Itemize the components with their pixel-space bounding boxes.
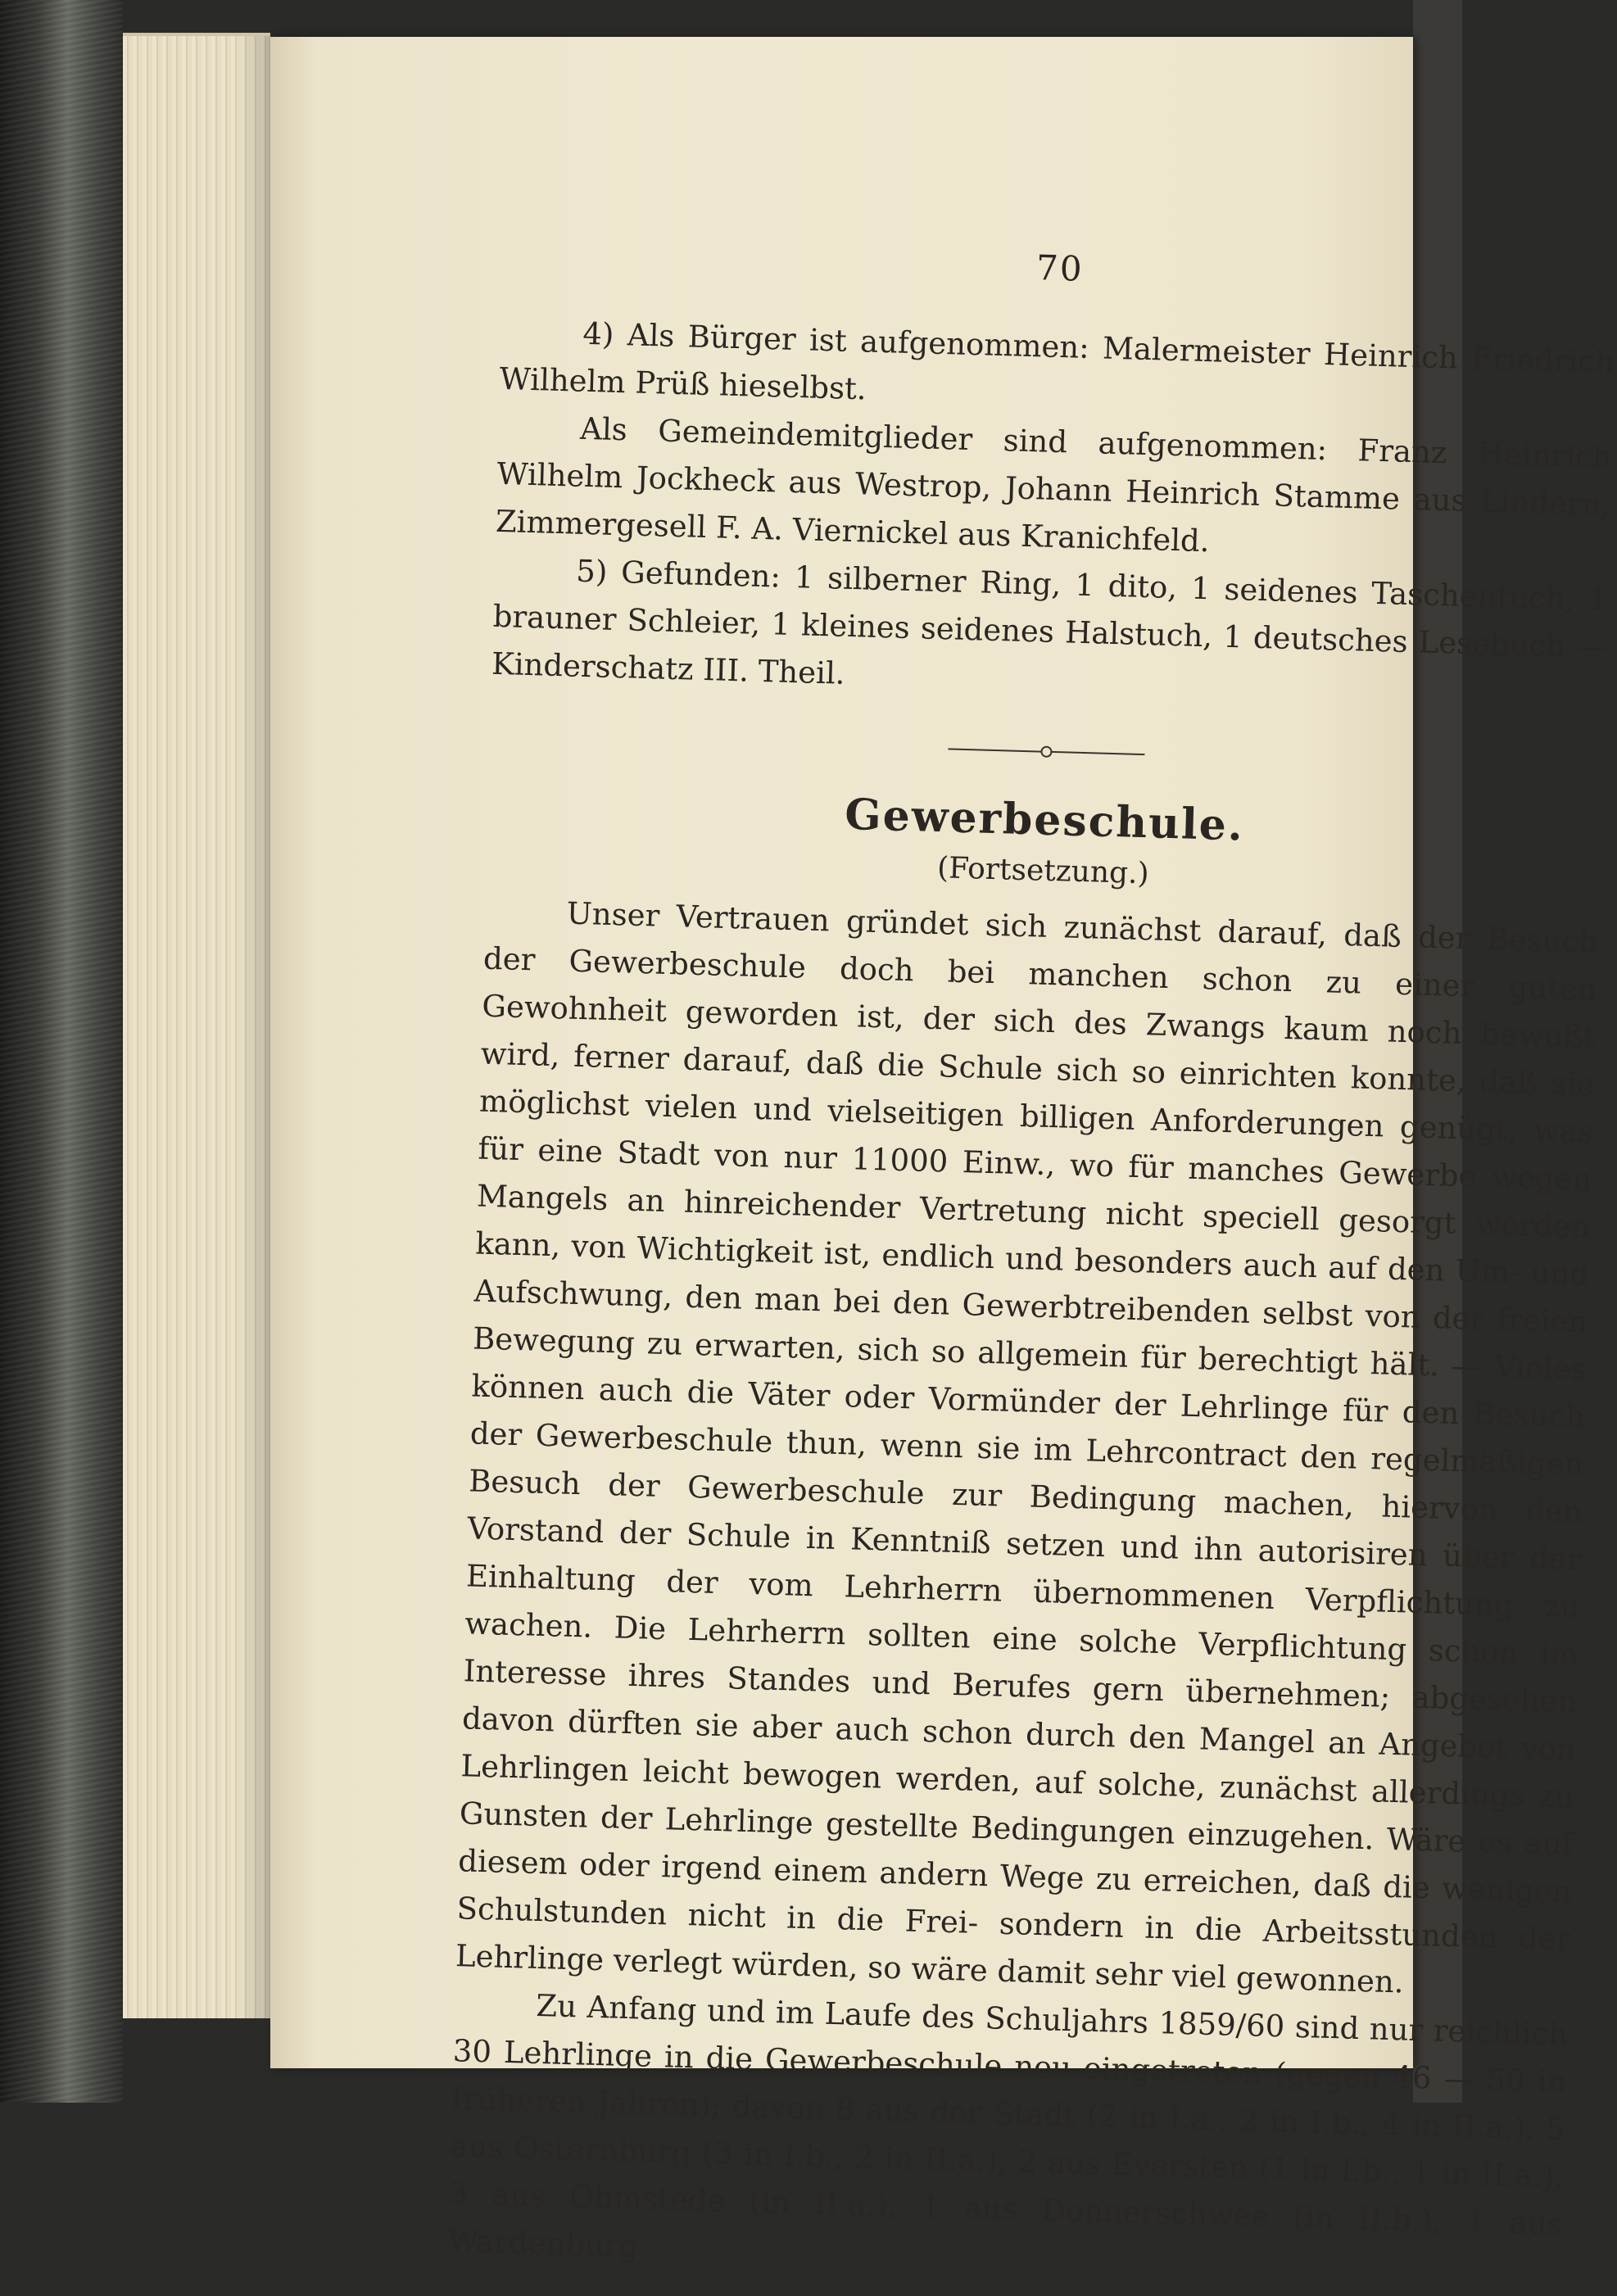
body-paragraph: Unser Vertrauen gründet sich zunächst darauf, daß der Besuch der Gewerbeschule doch bei manchen schon zu einer guten Gewohnheit geworden ist, der sich des Zwangs kaum noch bewußt wird, ferner darauf, daß die Schule sich so einrichten konnte, daß sie möglichst vielen und vielseitigen billigen Anforderungen genügt, was für eine Stadt von nur 11000 Einw., wo für manches Gewerbe wegen Mangels an hinreichender Vertretung nicht speciell gesorgt werden kann, von Wichtigkeit ist, endlich und besonders auch auf den Um- und Aufschwung, den man bei den Gewerbtreibenden selbst von der freien Bewegung zu erwarten, sich so allgemein für berechtigt hält. — Vieles können auch die Väter oder Vormünder der Lehrlinge für den Besuch der Gewerbeschule thun, wenn sie im Lehrcontract den regelmäßigen Besuch der Gewerbeschule zur Bedingung machen, hiervon den Vorstand der Schule in Kenntniß setzen und ihn autorisiren über der Einhaltung der vom Lehrherrn übernommenen Verpflichtung zu wachen. Die Lehrherrn sollten eine solche Verpflichtung schon im Interesse ihres Standes und Berufes gern übernehmen; abgesehen davon dürften sie aber auch schon durch den Mangel an Angebot von Lehrlingen leicht bewogen werden, auf solche, zunächst allerdings zu Gunsten der Lehrlinge gestellte Bedingungen einzugehen. Wäre es auf diesem oder irgend einem andern Wege zu erreichen, daß die wenigen Schulstunden nicht in die Frei- sondern in die Arbeitsstunden der Lehrlinge verlegt würden, so wäre damit sehr viel gewonnen. — [455, 895, 1599, 2000]
section-subheading: (Fortsetzung.) — [936, 851, 1150, 891]
page-edges — [123, 33, 270, 2018]
book-cover — [0, 0, 123, 2103]
page-text — [447, 229, 1617, 2296]
section-divider — [948, 743, 1144, 760]
body-paragraph: Zu Anfang und im Laufe des Schuljahrs 1859/60 sind nur reichlich 30 Lehrlinge in die Gewerbeschule neu eingetreten (gegen 46 — 50 in früheren Jahren); davon 8 aus der Stadt (2 in I.a., 2 in I.b., 4 in II.a.), 5 aus Osternburg (3 in I.b., 2 in II.a.), 2 aus Eversten (1 in I.b., 1 in II.a.), 3 aus Ohmstede (in II.a.), 1 aus Donnerschwee (in II.b.), 1 aus Wardenburg — [446, 1987, 1569, 2264]
notice-paragraph: 4) Als Bürger ist aufgenommen: Malermeister Heinrich Friedrich Wilhelm Prüß hieselbst. — [499, 315, 1615, 407]
divider-ornament — [1040, 746, 1052, 758]
notice-paragraph: Als Gemeindemitglieder sind aufgenommen: Franz Heinrich Wilhelm Jockheck aus Westrop, Johann Heinrich Stamme aus Lindern, Zimmergesell F. A. Viernickel aus Kranichfeld. — [495, 410, 1613, 559]
page-number: 70 — [1035, 247, 1085, 289]
book-page — [270, 37, 1615, 2264]
section-heading: Gewerbeschule. — [844, 789, 1245, 851]
notice-paragraph: 5) Gefunden: 1 silberner Ring, 1 dito, 1 seidenes Taschentuch, 1 brauner Schleier, 1 kleines seidenes Halstuch, 1 deutsches Lesebuch — Kinderschatz III. Theil. — [491, 553, 1609, 691]
